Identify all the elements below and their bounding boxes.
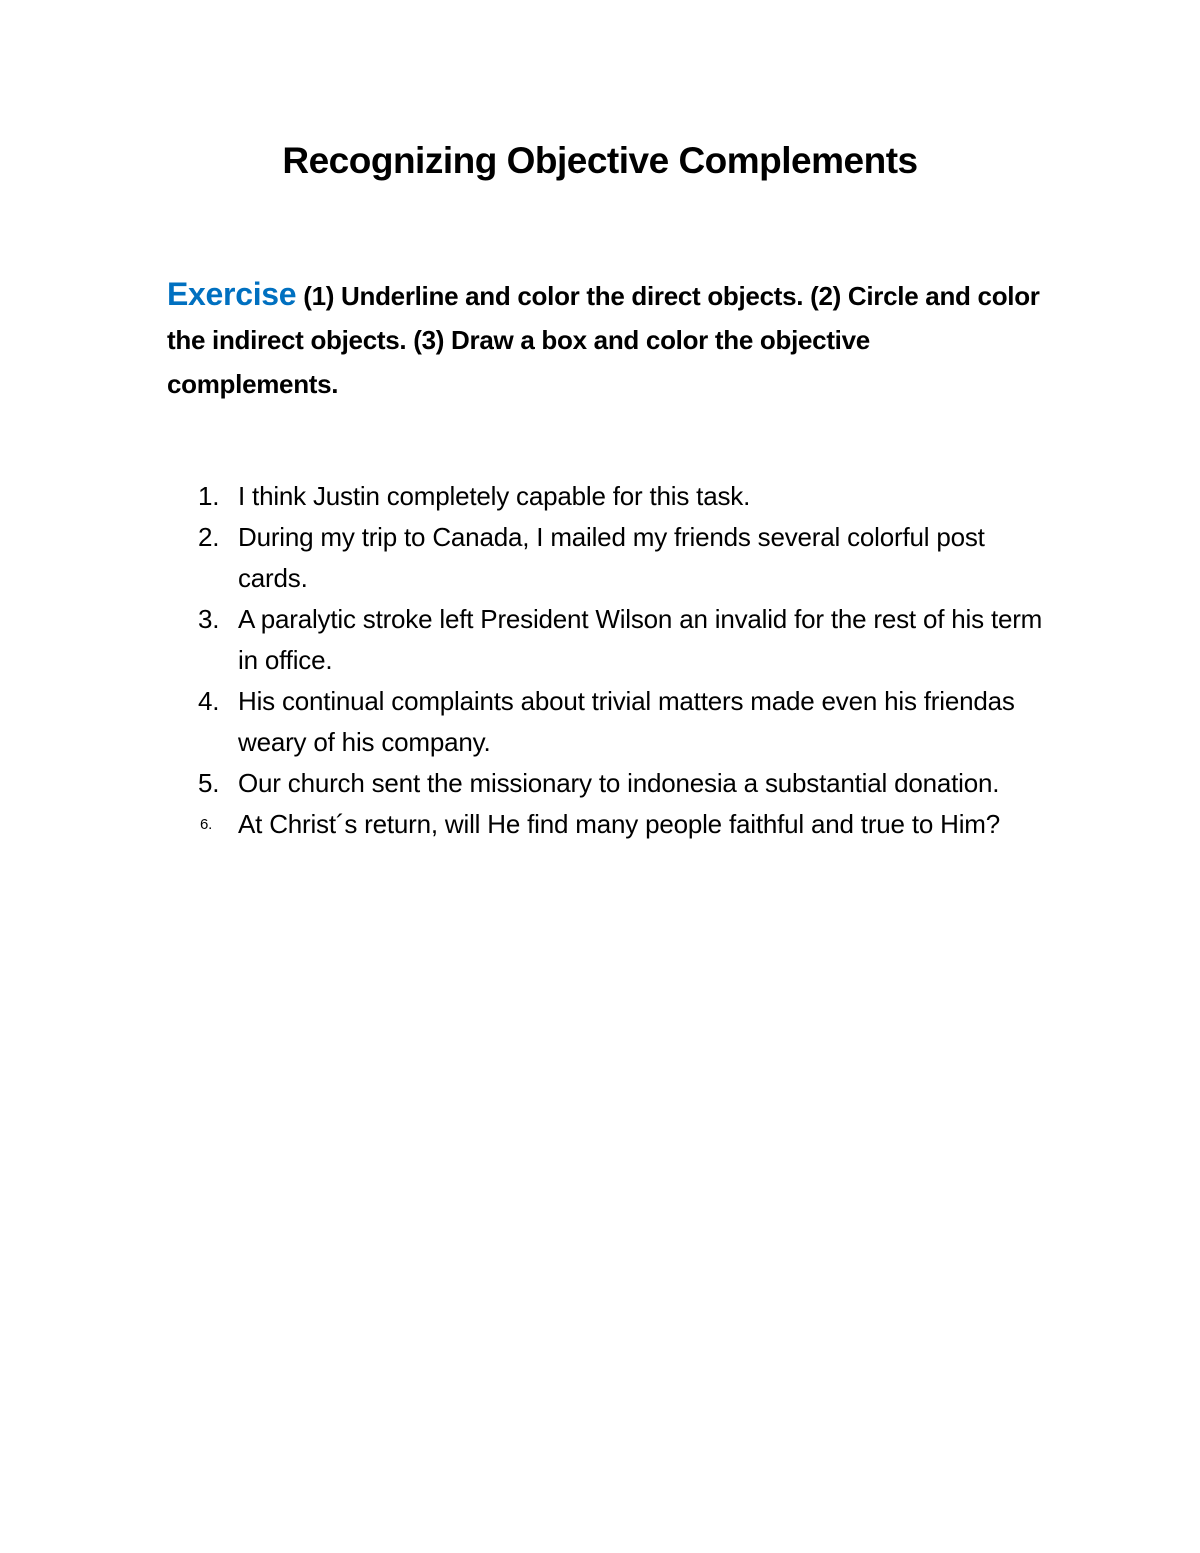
item-text: I think Justin completely capable for this task. [238,481,751,511]
item-number: 2. [198,522,220,552]
list-item [198,804,1058,845]
list-item [198,476,1058,517]
list-item [198,517,1058,599]
list-item [198,763,1058,804]
list-item [198,599,1058,681]
item-text: His continual complaints about trivial matters made even his friendas weary of his company. [238,686,1015,757]
item-text: During my trip to Canada, I mailed my friends several colorful post cards. [238,522,985,593]
item-number: 1. [198,481,220,511]
item-text: At Christ´s return, will He find many people faithful and true to Him? [238,809,1001,839]
item-number: 6. [200,816,213,833]
item-number: 4. [198,686,220,716]
item-number: 5. [198,768,220,798]
exercise-instructions [167,272,1047,406]
instructions-text: (1) Underline and color the direct objects. (2) Circle and color the indirect objects. (3) Draw a box and color the objective complements. [167,281,1040,399]
item-number: 3. [198,604,220,634]
item-text: A paralytic stroke left President Wilson an invalid for the rest of his term in office. [238,604,1043,675]
item-text: Our church sent the missionary to indonesia a substantial donation. [238,768,1000,798]
page-title: Recognizing Objective Complements [282,140,918,181]
list-item [198,681,1058,763]
exercise-label: Exercise [167,276,297,312]
exercise-list [198,476,1058,845]
